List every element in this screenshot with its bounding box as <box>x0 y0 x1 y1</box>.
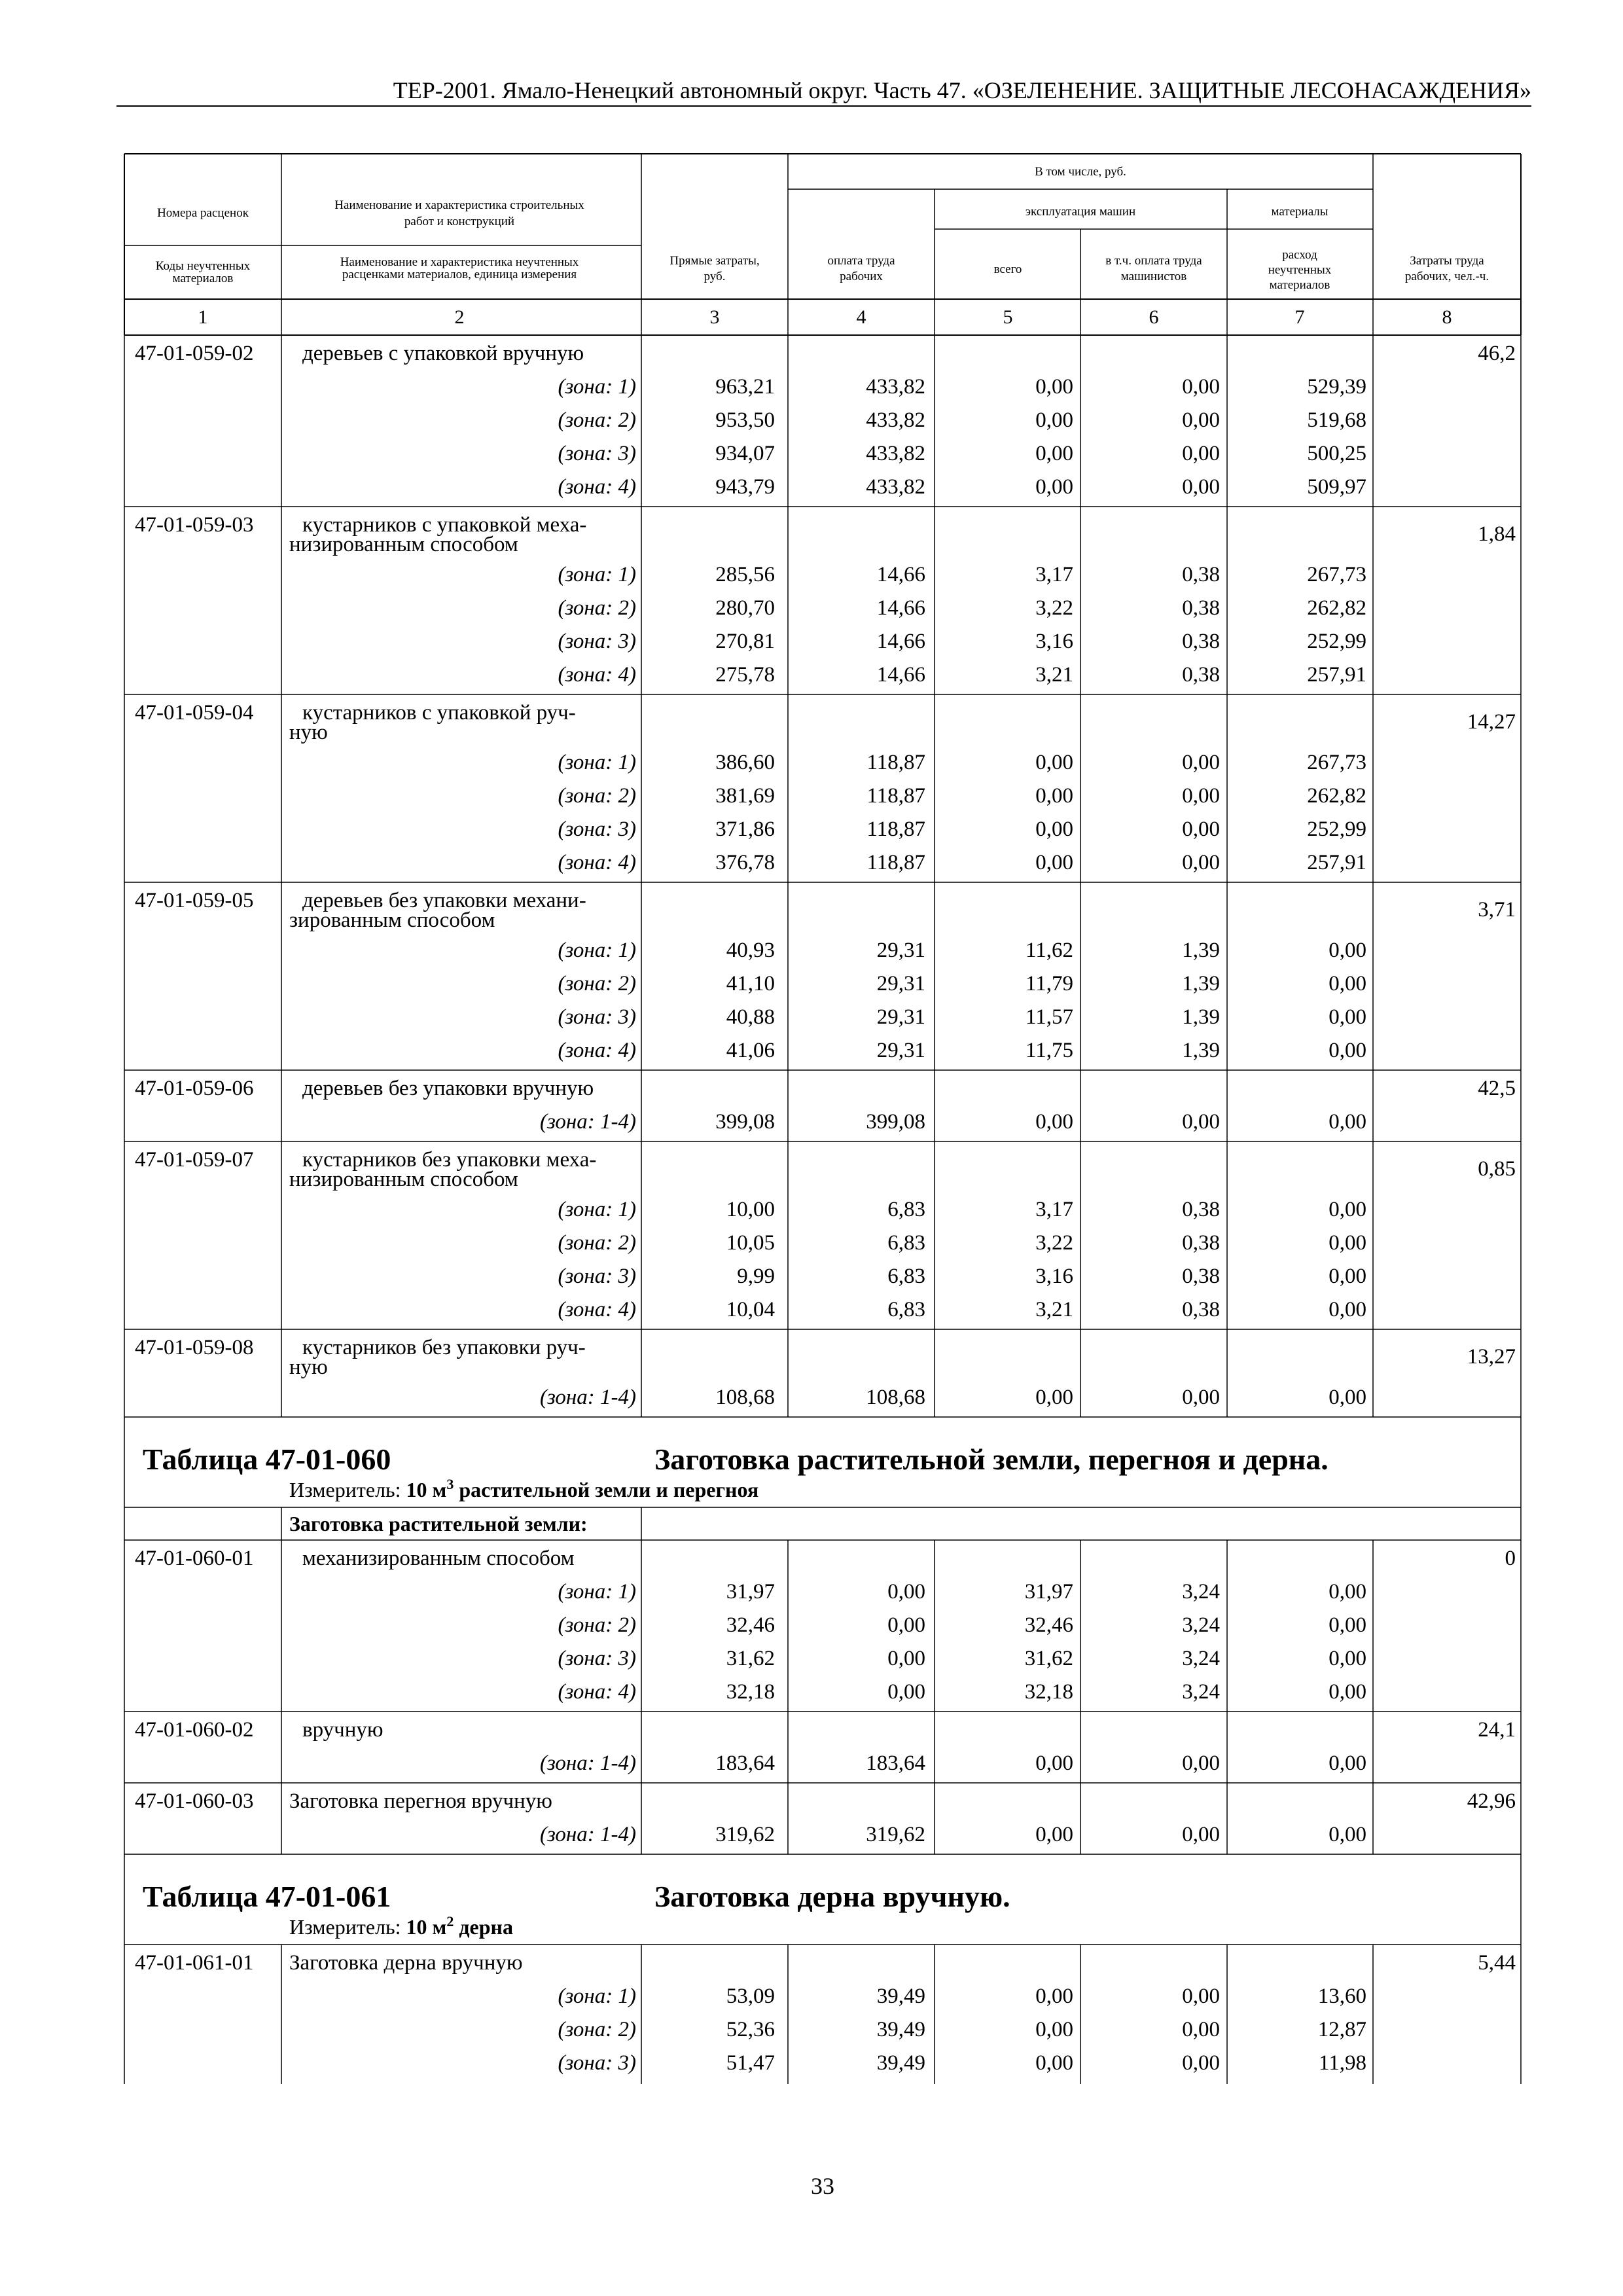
cost-value: 3,17 <box>1035 563 1073 586</box>
cost-value: 52,36 <box>726 2018 775 2041</box>
cost-value: 32,46 <box>726 1613 775 1637</box>
cost-value: 0,38 <box>1182 663 1220 687</box>
cost-value: 0,00 <box>887 1647 925 1670</box>
cost-value: 14,66 <box>876 596 925 620</box>
zone-label: (зона: 2) <box>558 972 636 996</box>
cost-value: 0,00 <box>1329 1580 1366 1604</box>
column-number-row <box>198 306 1452 328</box>
work-name: кустарников без упаковки руч- <box>302 1336 586 1359</box>
zone-label: (зона: 1-4) <box>539 1386 636 1409</box>
rate-code: 47-01-059-04 <box>135 701 254 725</box>
zone-label: (зона: 2) <box>558 784 636 808</box>
header-col8-2: рабочих, чел.-ч. <box>1404 270 1489 283</box>
zone-label: (зона: 3) <box>558 817 636 841</box>
cost-value: 433,82 <box>866 442 925 465</box>
labor-cost: 42,96 <box>1467 1789 1516 1813</box>
cost-value: 31,97 <box>1024 1580 1073 1604</box>
cost-value: 0,00 <box>1035 408 1073 432</box>
zone-label: (зона: 3) <box>558 1647 636 1670</box>
work-name: низированным способом <box>289 533 518 556</box>
labor-cost: 1,84 <box>1478 522 1516 546</box>
cost-value: 0,00 <box>1035 1984 1073 2008</box>
cost-value: 41,06 <box>726 1039 775 1062</box>
cost-value: 257,91 <box>1307 663 1366 687</box>
cost-value: 0,00 <box>1182 1984 1220 2008</box>
cost-value: 11,57 <box>1025 1005 1073 1029</box>
cost-value: 3,22 <box>1035 596 1073 620</box>
cost-value: 0,00 <box>1035 817 1073 841</box>
cost-value: 0,38 <box>1182 563 1220 586</box>
cost-value: 0,00 <box>1329 1823 1366 1846</box>
cost-value: 0,00 <box>1035 475 1073 499</box>
cost-value: 31,62 <box>1024 1647 1073 1670</box>
work-name: механизированным способом <box>302 1547 575 1570</box>
cost-value: 0,38 <box>1182 1198 1220 1221</box>
cost-value: 0,00 <box>1329 1110 1366 1134</box>
header-col1-bottom-2: материалов <box>172 272 234 285</box>
cost-value: 3,16 <box>1035 1265 1073 1288</box>
rate-code: 47-01-059-08 <box>135 1336 254 1359</box>
zone-label: (зона: 1) <box>558 563 636 586</box>
zone-label: (зона: 3) <box>558 1005 636 1029</box>
cost-value: 280,70 <box>715 596 775 620</box>
cost-value: 0,00 <box>1182 475 1220 499</box>
rate-code: 47-01-060-02 <box>135 1718 254 1742</box>
cost-value: 262,82 <box>1307 784 1366 808</box>
zone-label: (зона: 3) <box>558 442 636 465</box>
work-name: кустарников без упаковки меха- <box>302 1148 597 1172</box>
cost-value: 433,82 <box>866 408 925 432</box>
header-col5: всего <box>993 262 1022 276</box>
zone-label: (зона: 1) <box>558 1984 636 2008</box>
page-number: 33 <box>811 2173 834 2199</box>
zone-label: (зона: 4) <box>558 1680 636 1704</box>
cost-value: 371,86 <box>715 817 775 841</box>
zone-label: (зона: 1-4) <box>539 1751 636 1775</box>
cost-value: 1,39 <box>1182 1005 1220 1029</box>
cost-value: 118,87 <box>866 851 925 874</box>
cost-value: 6,83 <box>887 1231 925 1255</box>
cost-value: 0,00 <box>1182 2051 1220 2075</box>
cost-value: 0,00 <box>1182 817 1220 841</box>
cost-value: 399,08 <box>715 1110 775 1134</box>
cost-value: 0,00 <box>1182 442 1220 465</box>
cost-value: 0,00 <box>1182 2018 1220 2041</box>
cost-value: 275,78 <box>715 663 775 687</box>
work-name: Заготовка дерна вручную <box>289 1951 523 1975</box>
cost-value: 3,21 <box>1035 663 1073 687</box>
cost-value: 0,00 <box>1182 1110 1220 1134</box>
rate-code: 47-01-061-01 <box>135 1951 254 1975</box>
cost-value: 0,00 <box>1182 1386 1220 1409</box>
cost-value: 285,56 <box>715 563 775 586</box>
zone-label: (зона: 1) <box>558 375 636 399</box>
rate-code: 47-01-059-05 <box>135 889 254 912</box>
work-name: Заготовка перегноя вручную <box>289 1789 552 1813</box>
header-col1-bottom-1: Коды неучтенных <box>155 259 251 273</box>
header-col3-1: Прямые затраты, <box>669 254 760 268</box>
zone-label: (зона: 1-4) <box>539 1110 636 1134</box>
work-name: ную <box>289 721 328 744</box>
work-name: кустарников с упаковкой меха- <box>302 513 587 537</box>
work-name: деревьев без упаковки механи- <box>302 889 586 912</box>
cost-value: 10,00 <box>726 1198 775 1221</box>
cost-value: 10,04 <box>726 1298 775 1321</box>
cost-value: 0,00 <box>1329 1231 1366 1255</box>
cost-value: 31,97 <box>726 1580 775 1604</box>
cost-value: 11,79 <box>1025 972 1073 996</box>
cost-value: 0,00 <box>1329 1005 1366 1029</box>
zone-label: (зона: 1) <box>558 1198 636 1221</box>
table-number: Таблица 47-01-060 <box>143 1443 391 1476</box>
cost-value: 0,00 <box>1329 972 1366 996</box>
header-group: В том числе, руб. <box>1035 165 1126 179</box>
column-number: 5 <box>1003 306 1013 328</box>
cost-value: 0,00 <box>1035 442 1073 465</box>
cost-value: 0,00 <box>1329 1613 1366 1637</box>
cost-value: 13,60 <box>1317 1984 1366 2008</box>
header-col2-bottom-2: расценками материалов, единица измерения <box>342 268 577 281</box>
header-col6-2: машинистов <box>1120 270 1187 283</box>
cost-value: 0,00 <box>1329 1680 1366 1704</box>
work-name: вручную <box>302 1718 383 1742</box>
labor-cost: 14,27 <box>1467 710 1516 734</box>
cost-value: 3,22 <box>1035 1231 1073 1255</box>
cost-value: 934,07 <box>715 442 775 465</box>
cost-value: 267,73 <box>1307 751 1366 774</box>
cost-value: 0,00 <box>1329 1647 1366 1670</box>
cost-value: 0,38 <box>1182 596 1220 620</box>
cost-value: 53,09 <box>726 1984 775 2008</box>
table-number: Таблица 47-01-061 <box>143 1880 391 1913</box>
cost-value: 29,31 <box>876 939 925 962</box>
cost-value: 0,00 <box>1182 375 1220 399</box>
work-name: деревьев без упаковки вручную <box>302 1077 594 1100</box>
zone-label: (зона: 2) <box>558 596 636 620</box>
labor-cost: 46,2 <box>1478 342 1516 365</box>
cost-value: 943,79 <box>715 475 775 499</box>
cost-value: 0,00 <box>1329 1751 1366 1775</box>
labor-cost: 42,5 <box>1478 1077 1516 1100</box>
rate-code: 47-01-060-03 <box>135 1789 254 1813</box>
header-col7-1: расход <box>1282 248 1317 262</box>
cost-value: 376,78 <box>715 851 775 874</box>
cost-value: 108,68 <box>866 1386 925 1409</box>
cost-value: 0,00 <box>887 1680 925 1704</box>
cost-value: 0,00 <box>1035 751 1073 774</box>
table-measure: Измеритель: 10 $м^2$ дерна <box>289 1913 513 1939</box>
cost-value: 108,68 <box>715 1386 775 1409</box>
cost-value: 0,00 <box>887 1580 925 1604</box>
cost-value: 500,25 <box>1307 442 1366 465</box>
rate-code: 47-01-060-01 <box>135 1547 254 1570</box>
cost-value: 3,24 <box>1182 1680 1220 1704</box>
zone-label: (зона: 1-4) <box>539 1823 636 1846</box>
cost-value: 40,88 <box>726 1005 775 1029</box>
cost-value: 32,18 <box>1024 1680 1073 1704</box>
cost-value: 51,47 <box>726 2051 775 2075</box>
cost-value: 270,81 <box>715 630 775 653</box>
cost-value: 32,46 <box>1024 1613 1073 1637</box>
zone-label: (зона: 4) <box>558 663 636 687</box>
rate-code: 47-01-059-06 <box>135 1077 254 1100</box>
labor-cost: 24,1 <box>1478 1718 1516 1742</box>
zone-label: (зона: 4) <box>558 1039 636 1062</box>
header-col7-2: неучтенных <box>1268 263 1332 277</box>
cost-value: 11,98 <box>1318 2051 1366 2075</box>
zone-label: (зона: 2) <box>558 2018 636 2041</box>
cost-value: 12,87 <box>1317 2018 1366 2041</box>
cost-value: 14,66 <box>876 563 925 586</box>
cost-value: 6,83 <box>887 1198 925 1221</box>
cost-value: 6,83 <box>887 1265 925 1288</box>
cost-value: 14,66 <box>876 663 925 687</box>
cost-value: 0,00 <box>1182 408 1220 432</box>
work-name: зированным способом <box>289 908 495 932</box>
zone-label: (зона: 2) <box>558 1231 636 1255</box>
rate-code: 47-01-059-03 <box>135 513 254 537</box>
cost-value: 118,87 <box>866 784 925 808</box>
cost-value: 0,00 <box>1035 1751 1073 1775</box>
cost-value: 262,82 <box>1307 596 1366 620</box>
cost-value: 11,62 <box>1025 939 1073 962</box>
cost-value: 31,62 <box>726 1647 775 1670</box>
cost-value: 399,08 <box>866 1110 925 1134</box>
cost-value: 386,60 <box>715 751 775 774</box>
column-number: 8 <box>1442 306 1452 328</box>
zone-label: (зона: 4) <box>558 851 636 874</box>
cost-value: 1,39 <box>1182 1039 1220 1062</box>
cost-value: 0,00 <box>1182 751 1220 774</box>
cost-value: 41,10 <box>726 972 775 996</box>
cost-value: 3,24 <box>1182 1580 1220 1604</box>
table-body <box>135 342 1516 2075</box>
labor-cost: 0 <box>1505 1547 1516 1570</box>
cost-value: 3,17 <box>1035 1198 1073 1221</box>
header-col3-2: руб. <box>704 270 726 283</box>
zone-label: (зона: 3) <box>558 2051 636 2075</box>
header-materials: материалы <box>1271 205 1329 219</box>
column-number: 7 <box>1294 306 1305 328</box>
cost-value: 32,18 <box>726 1680 775 1704</box>
cost-value: 529,39 <box>1307 375 1366 399</box>
zone-label: (зона: 1) <box>558 751 636 774</box>
zone-label: (зона: 1) <box>558 939 636 962</box>
cost-value: 29,31 <box>876 1039 925 1062</box>
table-measure: Измеритель: 10 $м^3$ растительной земли и перегноя <box>289 1476 759 1501</box>
labor-cost: 0,85 <box>1478 1157 1516 1181</box>
cost-value: 3,21 <box>1035 1298 1073 1321</box>
cost-value: 252,99 <box>1307 817 1366 841</box>
table-title: Заготовка растительной земли, перегноя и дерна. <box>654 1443 1329 1476</box>
cost-value: 39,49 <box>876 1984 925 2008</box>
cost-value: 0,00 <box>1035 1386 1073 1409</box>
cost-value: 0,38 <box>1182 1265 1220 1288</box>
column-number: 4 <box>856 306 866 328</box>
cost-value: 0,00 <box>1035 851 1073 874</box>
section-title: Заготовка растительной земли: <box>289 1512 588 1535</box>
cost-value: 39,49 <box>876 2051 925 2075</box>
cost-value: 0,00 <box>1329 1198 1366 1221</box>
cost-value: 257,91 <box>1307 851 1366 874</box>
cost-value: 3,24 <box>1182 1613 1220 1637</box>
cost-value: 0,00 <box>1035 2051 1073 2075</box>
zone-label: (зона: 4) <box>558 475 636 499</box>
cost-value: 0,38 <box>1182 630 1220 653</box>
cost-value: 1,39 <box>1182 972 1220 996</box>
cost-value: 0,00 <box>1035 1823 1073 1846</box>
cost-value: 39,49 <box>876 2018 925 2041</box>
cost-value: 183,64 <box>715 1751 775 1775</box>
cost-value: 0,00 <box>1035 784 1073 808</box>
cost-value: 118,87 <box>866 817 925 841</box>
cost-value: 118,87 <box>866 751 925 774</box>
cost-value: 0,00 <box>1035 2018 1073 2041</box>
cost-value: 10,05 <box>726 1231 775 1255</box>
cost-value: 1,39 <box>1182 939 1220 962</box>
header-machines: эксплуатация машин <box>1025 205 1136 219</box>
cost-value: 9,99 <box>737 1265 775 1288</box>
rate-code: 47-01-059-07 <box>135 1148 254 1172</box>
column-number: 6 <box>1149 306 1159 328</box>
cost-value: 3,16 <box>1035 630 1073 653</box>
cost-value: 319,62 <box>715 1823 775 1846</box>
table-title: Заготовка дерна вручную. <box>654 1880 1010 1913</box>
cost-value: 29,31 <box>876 972 925 996</box>
cost-value: 433,82 <box>866 475 925 499</box>
cost-value: 0,00 <box>887 1613 925 1637</box>
labor-cost: 5,44 <box>1478 1951 1516 1975</box>
cost-value: 0,00 <box>1035 375 1073 399</box>
cost-value: 0,00 <box>1182 784 1220 808</box>
work-name: кустарников с упаковкой руч- <box>302 701 576 725</box>
cost-value: 0,00 <box>1329 939 1366 962</box>
cost-value: 381,69 <box>715 784 775 808</box>
cost-value: 319,62 <box>866 1823 925 1846</box>
cost-value: 0,00 <box>1329 1265 1366 1288</box>
work-name: низированным способом <box>289 1168 518 1191</box>
cost-value: 252,99 <box>1307 630 1366 653</box>
work-name: ную <box>289 1355 328 1379</box>
table-header <box>124 154 1521 335</box>
column-number: 3 <box>709 306 720 328</box>
header-col1-top: Номера расценок <box>157 206 249 220</box>
header-col2-bottom-1: Наименование и характеристика неучтенных <box>340 255 579 269</box>
cost-value: 267,73 <box>1307 563 1366 586</box>
cost-value: 3,24 <box>1182 1647 1220 1670</box>
cost-value: 40,93 <box>726 939 775 962</box>
cost-value: 0,00 <box>1182 851 1220 874</box>
cost-value: 0,00 <box>1182 1751 1220 1775</box>
cost-value: 963,21 <box>715 375 775 399</box>
cost-value: 6,83 <box>887 1298 925 1321</box>
cost-value: 11,75 <box>1025 1039 1073 1062</box>
labor-cost: 13,27 <box>1467 1345 1516 1369</box>
column-number: 2 <box>454 306 465 328</box>
cost-value: 953,50 <box>715 408 775 432</box>
header-col2-top-1: Наименование и характеристика строительных <box>334 198 584 212</box>
zone-label: (зона: 1) <box>558 1580 636 1604</box>
cost-value: 0,00 <box>1329 1039 1366 1062</box>
zone-label: (зона: 2) <box>558 1613 636 1637</box>
cost-value: 183,64 <box>866 1751 925 1775</box>
rate-code: 47-01-059-02 <box>135 342 254 365</box>
zone-label: (зона: 3) <box>558 630 636 653</box>
zone-label: (зона: 3) <box>558 1265 636 1288</box>
cost-value: 0,38 <box>1182 1231 1220 1255</box>
cost-value: 0,00 <box>1035 1110 1073 1134</box>
header-col4-2: рабочих <box>840 270 883 283</box>
work-name: деревьев с упаковкой вручную <box>302 342 584 365</box>
header-col4-1: оплата труда <box>827 254 895 268</box>
cost-value: 519,68 <box>1307 408 1366 432</box>
zone-label: (зона: 2) <box>558 408 636 432</box>
cost-value: 0,00 <box>1182 1823 1220 1846</box>
zone-label: (зона: 4) <box>558 1298 636 1321</box>
cost-value: 433,82 <box>866 375 925 399</box>
cost-value: 0,00 <box>1329 1298 1366 1321</box>
cost-value: 0,38 <box>1182 1298 1220 1321</box>
header-col2-top-2: работ и конструкций <box>404 215 515 228</box>
header-col6-1: в т.ч. оплата труда <box>1105 254 1202 268</box>
cost-value: 509,97 <box>1307 475 1366 499</box>
cost-value: 14,66 <box>876 630 925 653</box>
header-col8-1: Затраты труда <box>1410 254 1484 268</box>
column-number: 1 <box>198 306 208 328</box>
header-col7-3: материалов <box>1269 278 1330 292</box>
labor-cost: 3,71 <box>1478 898 1516 922</box>
cost-value: 0,00 <box>1329 1386 1366 1409</box>
cost-value: 29,31 <box>876 1005 925 1029</box>
running-header: ТЕР-2001. Ямало-Ненецкий автономный округ. Часть 47. «ОЗЕЛЕНЕНИЕ. ЗАЩИТНЫЕ ЛЕСОНАСАЖДЕНИЯ» <box>393 77 1531 103</box>
